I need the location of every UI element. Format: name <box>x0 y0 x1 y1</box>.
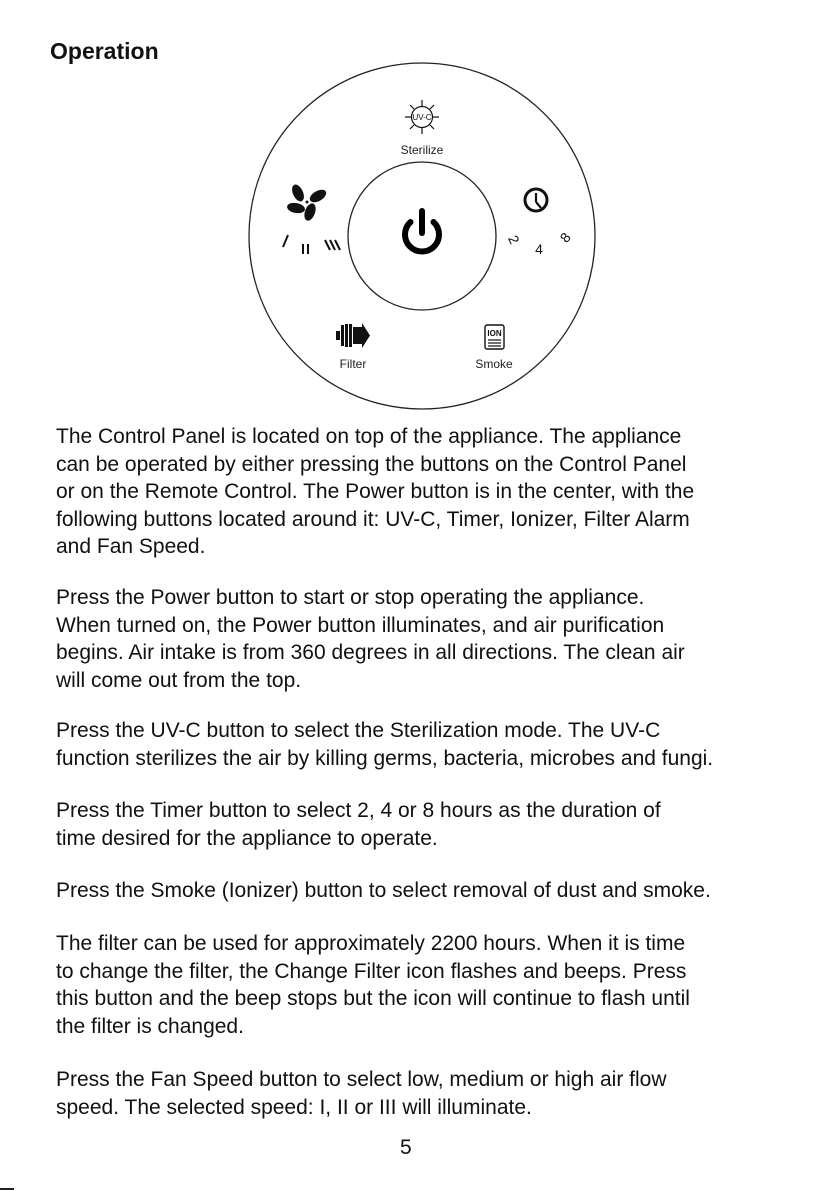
text-line: time desired for the appliance to operate. <box>56 826 438 850</box>
filter-label: Filter <box>339 357 367 371</box>
timer-hour-marks <box>505 229 574 257</box>
text-line: The filter can be used for approximately 2200 hours. When it is time <box>56 932 686 955</box>
paragraph-power <box>56 584 826 694</box>
uvc-icon-label: UV-C <box>412 113 432 122</box>
edge-mark <box>0 1188 14 1190</box>
page-number: 5 <box>400 1136 412 1159</box>
text-line: Press the Fan Speed button to select low, medium or high air flow <box>56 1068 667 1091</box>
timer-4-label: 4 <box>535 241 543 257</box>
timer-8-label: 8 <box>556 229 574 246</box>
paragraph-fan-speed <box>56 1066 826 1121</box>
text-line: this button and the beep stops but the icon will continue to flash until <box>56 987 690 1010</box>
timer-2-label: 2 <box>505 232 523 247</box>
text-line: Press the Smoke (Ionizer) button to select removal of dust and smoke. <box>56 879 711 902</box>
text-line: Press the Power button to start or stop operating the appliance. <box>56 586 645 609</box>
power-button[interactable] <box>405 211 439 252</box>
fan-speed-marks <box>283 235 340 254</box>
text-line: following buttons located around it: UV-C, Timer, Ionizer, Filter Alarm <box>56 507 690 531</box>
text-line: the filter is changed. <box>56 1014 244 1038</box>
paragraph-uvc <box>56 717 826 772</box>
sterilize-label: Sterilize <box>400 143 444 157</box>
fan-speed-button[interactable] <box>283 183 340 254</box>
filter-button[interactable] <box>336 323 370 371</box>
smoke-label: Smoke <box>475 357 513 371</box>
text-line: speed. The selected speed: I, II or III will illuminate. <box>56 1095 532 1119</box>
paragraph-smoke <box>56 877 826 905</box>
text-line: The Control Panel is located on top of the appliance. The appliance <box>56 425 682 448</box>
text-line: to change the filter, the Change Filter icon flashes and beeps. Press <box>56 959 687 983</box>
control-panel-diagram <box>0 0 839 420</box>
text-line: Press the UV-C button to select the Sterilization mode. The UV-C <box>56 719 661 742</box>
paragraph-filter <box>56 930 826 1040</box>
ion-icon-label: ION <box>487 329 502 338</box>
filter-icon <box>336 323 370 348</box>
uvc-button[interactable] <box>401 100 444 157</box>
text-line: begins. Air intake is from 360 degrees in all directions. The clean air <box>56 641 685 664</box>
text-line: will come out from the top. <box>56 668 302 692</box>
text-line: can be operated by either pressing the buttons on the Control Panel <box>56 452 687 476</box>
text-line: and Fan Speed. <box>56 535 206 558</box>
text-line: or on the Remote Control. The Power button is in the center, with the <box>56 480 695 503</box>
smoke-ionizer-button[interactable] <box>475 325 513 371</box>
paragraph-control-panel <box>56 423 826 561</box>
power-icon <box>405 211 439 252</box>
text-line: function sterilizes the air by killing germs, bacteria, microbes and fungi. <box>56 746 714 770</box>
page-heading: Operation <box>50 38 159 64</box>
timer-button[interactable] <box>505 189 574 257</box>
text-line: When turned on, the Power button illuminates, and air purification <box>56 613 665 637</box>
clock-icon <box>525 189 547 211</box>
text-line: Press the Timer button to select 2, 4 or 8 hours as the duration of <box>56 799 661 822</box>
fan-icon <box>286 183 328 222</box>
paragraph-timer <box>56 797 826 852</box>
